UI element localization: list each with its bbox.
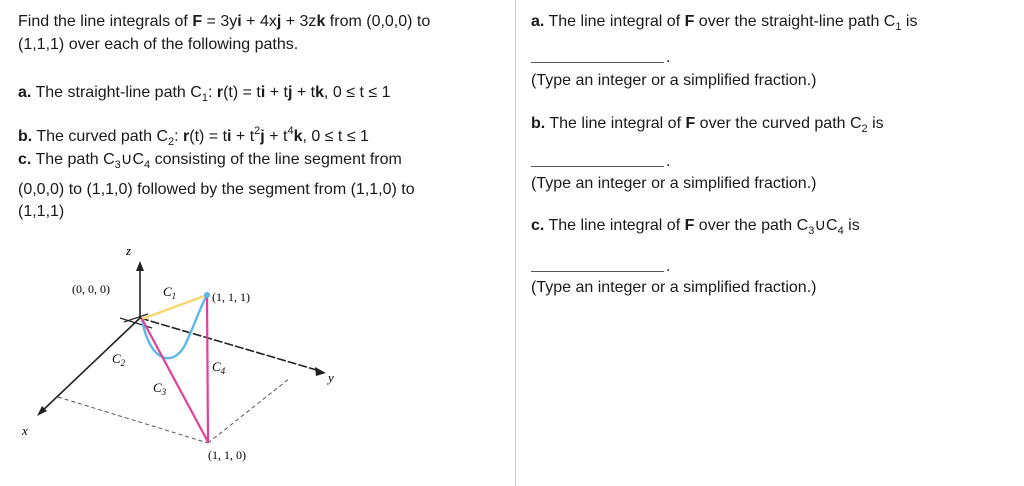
origin-label: (0, 0, 0) [72,282,110,296]
answer-c-hint: (Type an integer or a simplified fraction.) [531,279,817,296]
panel-divider [515,0,516,486]
part-c-path-line3: (1,1,1) [18,203,65,220]
answer-b-hint: (Type an integer or a simplified fraction.) [531,175,817,192]
c1-label: $C_1$ [163,284,177,301]
answer-c-period: . [666,258,671,275]
question-panel [0,0,510,486]
part-b-path: b. The curved path $C_2$: r(t) = ti + $t^2j + t^4k$, 0 ≤ t ≤ 1 [18,125,369,148]
z-axis-arrow [136,261,144,271]
c4-label: $C_4$ [212,359,226,376]
part-a-path: a. The straight-line path $C_1$: r(t) = ti + tj + tk, 0 ≤ t ≤ 1 [18,84,391,104]
y-axis-arrow [315,367,326,376]
answer-b-prompt: b. The line integral of F over the curved path $C_2$ is [531,115,884,135]
answer-b-period: . [666,153,671,170]
path-c2 [142,295,207,358]
y-axis-label: y [328,370,334,385]
question-intro-line1: Find the line integrals of F = 3yi + 4xj + 3zk from (0,0,0) to [18,13,431,30]
y-axis [140,318,320,371]
answer-a-period: . [666,49,671,66]
part-c-path-line2: (0,0,0) to (1,1,0) followed by the segment from (1,1,0) to [18,181,415,198]
answer-c-input[interactable] [531,271,664,272]
answer-a-prompt: a. The line integral of F over the straight-line path $C_1$ is [531,13,918,33]
answer-a-hint: (Type an integer or a simplified fraction.) [531,72,817,89]
question-intro-line2: (1,1,1) over each of the following paths. [18,36,299,53]
answer-a-input[interactable] [531,62,664,63]
c2-label: $C_2$ [112,351,126,368]
point-111-label: (1, 1, 1) [212,290,250,304]
base-dash-y [208,378,290,443]
path-c3 [142,319,208,442]
path-c4 [207,295,208,442]
part-c-path-line1: c. The path $C_3\cup C_4$ consisting of the line segment from [18,151,402,171]
z-axis-label: z [126,243,132,258]
base-dash-x [58,397,208,443]
c3-label: $C_3$ [153,380,167,397]
answer-c-prompt: c. The line integral of F over the path $C_3\cup C_4$ is [531,217,860,237]
answer-panel [521,0,1024,486]
point-111 [204,292,210,298]
path-figure [20,235,380,475]
answer-b-input[interactable] [531,166,664,167]
x-axis-label: x [22,423,28,438]
point-110-label: (1, 1, 0) [208,448,246,462]
